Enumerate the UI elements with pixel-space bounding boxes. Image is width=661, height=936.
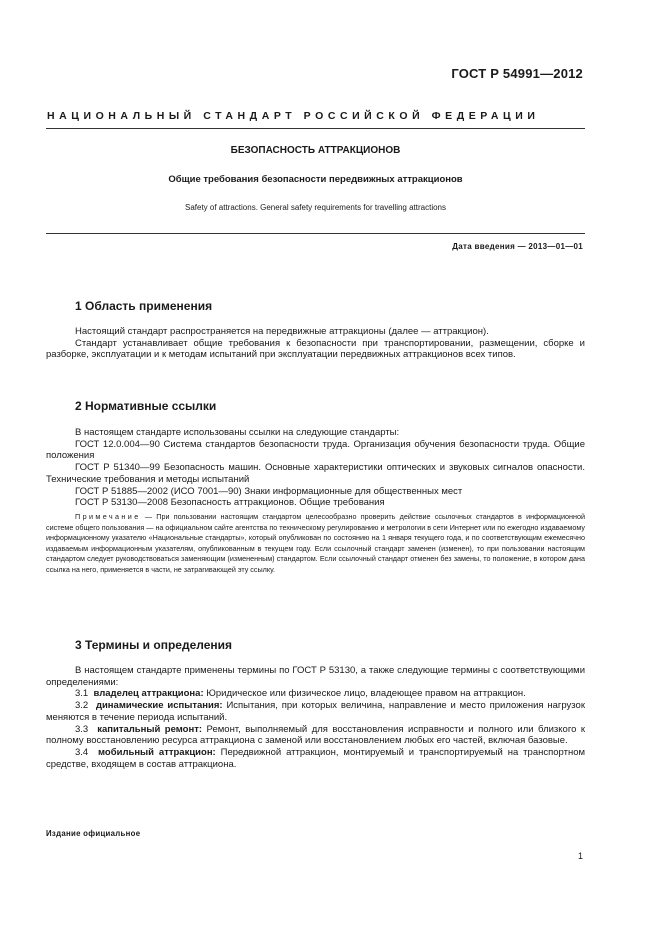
term-definition <box>46 724 585 747</box>
term-name: владелец аттракциона: <box>93 688 204 700</box>
note-block <box>46 512 585 576</box>
term-name: динамические испытания: <box>95 700 223 712</box>
term-number: 3.4 <box>75 746 89 758</box>
document-subtitle: Общие требования безопасности передвижных аттракционов <box>168 174 463 185</box>
term-text: Испытания, при которых величина, направление и место приложения нагрузок меняются в течение периода испытаний. <box>46 700 585 723</box>
page-number: 1 <box>577 851 583 861</box>
note-label: Примечание <box>75 511 141 521</box>
top-divider <box>46 128 585 129</box>
reference-item: ГОСТ Р 51885—2002 (ИСО 7001—90) Знаки информационные для общественных мест <box>75 485 463 497</box>
term-number: 3.2 <box>75 700 89 712</box>
section-terms <box>46 638 585 770</box>
term-text: Ремонт, выполняемый для восстановления исправности и полного или близкого к полному восстановлению ресурса аттракциона с заменой или восстановлением любых его частей, включая базовые. <box>46 723 586 747</box>
paragraph: Настоящий стандарт распространяется на передвижные аттракционы (далее — аттракцион). <box>75 326 489 337</box>
reference-item: ГОСТ Р 51340—99 Безопасность машин. Основные характеристики оптических и звуковых сигналов опасности. Технические требования и методы испытаний <box>46 462 585 485</box>
section-normative-references <box>46 399 585 575</box>
term-definition <box>46 688 585 700</box>
section-body <box>46 427 585 509</box>
introduction-date: Дата введения — 2013—01—01 <box>452 242 583 251</box>
term-number: 3.1 <box>75 688 89 700</box>
paragraph: В настоящем стандарте применены термины по ГОСТ Р 53130, а также следующие термины с соответствующими определениями: <box>46 665 585 688</box>
section-heading: 2 Нормативные ссылки <box>75 399 217 413</box>
term-text: Передвижной аттракцион, монтируемый и транспортируемый на транспортном средстве, входящем в состав аттракциона. <box>46 746 586 770</box>
document-title: БЕЗОПАСНОСТЬ АТТРАКЦИОНОВ <box>230 145 401 156</box>
term-definition <box>46 747 585 770</box>
section-scope <box>46 299 585 361</box>
section-heading: 1 Область применения <box>75 299 213 313</box>
english-title: Safety of attractions. General safety requirements for travelling attractions <box>184 203 446 212</box>
term-text: Юридическое или физическое лицо, владеющее правом на аттракцион. <box>206 688 526 700</box>
section-body <box>46 326 585 361</box>
title-divider <box>46 233 585 234</box>
section-body <box>46 665 585 770</box>
term-name: мобильный аттракцион: <box>98 746 216 758</box>
national-standard-banner: НАЦИОНАЛЬНЫЙ СТАНДАРТ РОССИЙСКОЙ ФЕДЕРАЦИИ <box>47 110 540 122</box>
reference-item: ГОСТ Р 53130—2008 Безопасность аттракционов. Общие требования <box>75 497 385 509</box>
reference-item: ГОСТ 12.0.004—90 Система стандартов безопасности труда. Организация обучения безопасности труда. Общие положения <box>46 438 585 462</box>
edition-label: Издание официальное <box>46 829 141 838</box>
term-number: 3.3 <box>75 723 89 735</box>
term-definition <box>46 700 585 723</box>
section-heading: 3 Термины и определения <box>75 638 233 652</box>
term-name: капитальный ремонт: <box>97 723 203 735</box>
standard-code: ГОСТ Р 54991—2012 <box>451 66 583 81</box>
paragraph: В настоящем стандарте использованы ссылки на следующие стандарты: <box>75 427 400 438</box>
paragraph: Стандарт устанавливает общие требования к безопасности при транспортировании, размещении, сборке и разборке, эксплуатации и к методам испытаний при эксплуатации передвижных аттракционов всех типов. <box>46 337 585 361</box>
note-text: — При пользовании настоящим стандартом целесообразно проверить действие ссылочных стандартов в информационной системе общего пользования — на официальном сайте агентства по техническому регулированию и метрологии в сети Интернет или по ежегодно издаваемому информационному указателю «Национальные стандарты», который опубликован по состоянию на 1 января текущего года, и по соответствующим ежемесячно издаваемым информационным указателям, опубликованным в текущем году. Если ссылочный стандарт заменен (изменен), то при пользовании настоящим стандартом следует руководствоваться заменяющим (измененным) стандартом. Если ссылочный стандарт отменен без замены, то положение, в котором дана ссылка на него, применяется в части, не затрагивающей эту ссылку. <box>46 511 586 574</box>
